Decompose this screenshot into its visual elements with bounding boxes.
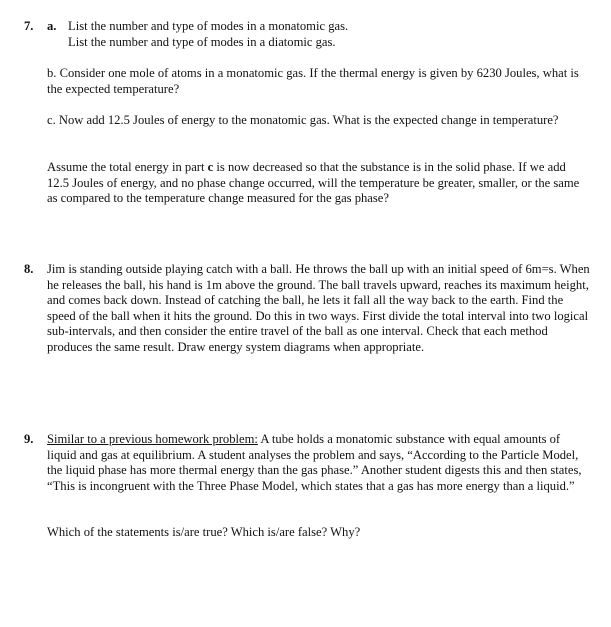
part-d-post: is now decreased so that the substance is in the solid phase. If we add 12.5 Joules of energy, and no phase change occurred, will the temperature be greater, smaller, or the same as compared to the temperature change measured for the gas phase? bbox=[47, 160, 580, 206]
question-9-body: A tube holds a monatomic substance with equal amounts of liquid and gas at equilibrium. A student analyses the problem and says, “According to the Particle Model, the liquid phase has more thermal energy than the gas phase.” Another student digests this and then states, “This is incongruent with the Three Phase Model, which states that a gas has more energy than a liquid.” bbox=[47, 432, 582, 493]
part-a-label: a. bbox=[47, 19, 57, 33]
question-9-text bbox=[47, 432, 592, 494]
part-c-text: c. Now add 12.5 Joules of energy to the monatomic gas. What is the expected change in temperature? bbox=[47, 113, 559, 127]
question-number: 9. bbox=[24, 432, 34, 446]
part-a-line-2: List the number and type of modes in a diatomic gas. bbox=[68, 35, 336, 49]
part-b-text: b. Consider one mole of atoms in a monatomic gas. If the thermal energy is given by 6230 Joules, what is the expected temperature? bbox=[47, 66, 579, 96]
question-8-text: Jim is standing outside playing catch with a ball. He throws the ball up with an initial speed of 6m=s. When he releases the ball, his hand is 1m above the ground. The ball travels upward, reaches its maximum height, and comes back down. Instead of catching the ball, he lets it fall all the way back to the earth. Find the speed of the ball when it hits the ground. Do this in two ways. First divide the total interval into two logical sub-intervals, and then consider the entire travel of the ball as one interval. Check that each method produces the same result. Draw energy system diagrams when appropriate. bbox=[47, 262, 590, 354]
part-a-line-1: List the number and type of modes in a monatomic gas. bbox=[68, 19, 349, 33]
question-9-followup: Which of the statements is/are true? Which is/are false? Why? bbox=[47, 525, 361, 539]
part-d-text bbox=[47, 160, 587, 207]
question-number: 8. bbox=[24, 262, 34, 276]
underlined-lead: Similar to a previous homework problem: bbox=[47, 432, 258, 446]
part-d-bold: c bbox=[207, 160, 214, 174]
part-d-pre: Assume the total energy in part bbox=[47, 160, 208, 174]
question-number: 7. bbox=[24, 19, 34, 33]
